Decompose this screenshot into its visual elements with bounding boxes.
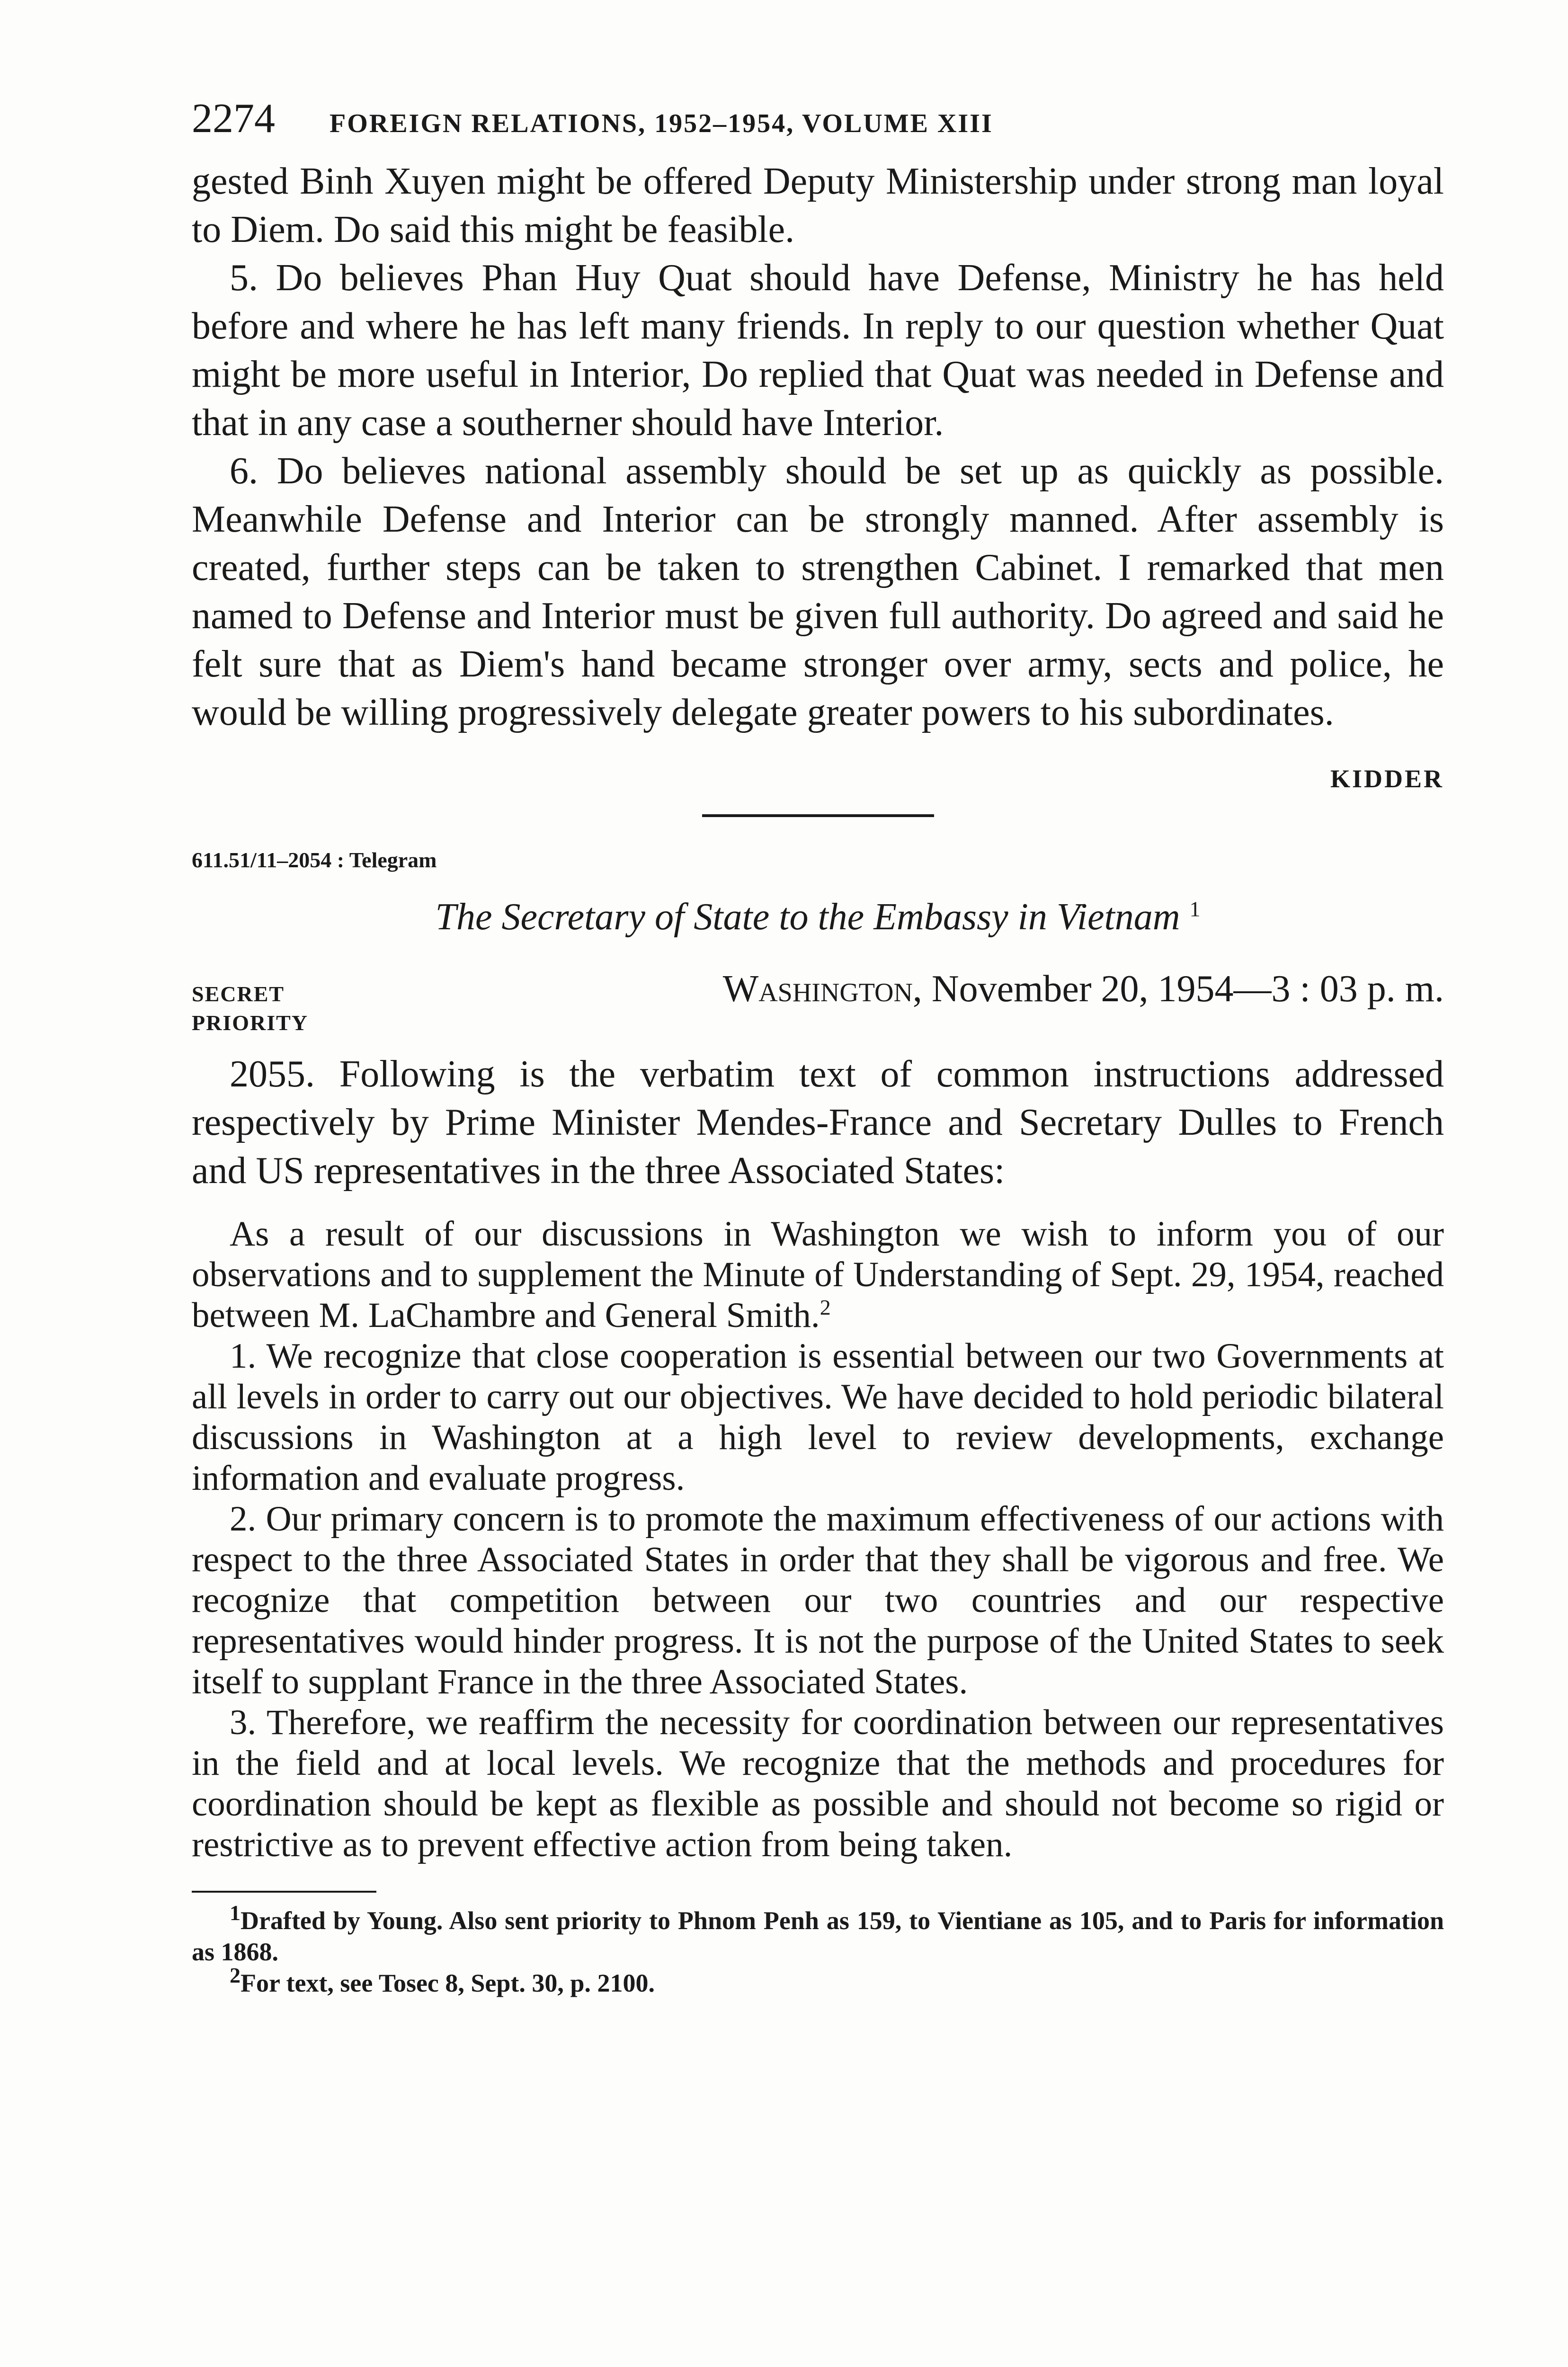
paragraph-6: 6. Do believes national assembly should be set up as quickly as possible. Meanwhile Defense and Interior can be strongly manned. After assembly is created, further steps can be taken to strengthen Cabinet. I remarked that men named to Defense and Interior must be given full authority. Do agreed and said he felt sure that as Diem's hand became stronger over army, sects and police, he would be willing progressively delegate greater powers to his subordinates. (192, 450, 1444, 733)
footnote-1 (192, 1901, 1444, 1967)
quoted-point-3: 3. Therefore, we reaffirm the necessity for coordination between our representatives in the field and at local levels. We recognize that the methods and procedures for coordination should be kept as flexible as possible and should not become so rigid or restrictive as to prevent effective action from being taken. (192, 1703, 1444, 1864)
signature: KIDDER (1330, 765, 1444, 793)
footnote-1-text: Drafted by Young. Also sent priority to Phnom Penh as 159, to Vientiane as 105, and to Paris for information as 1868. (192, 1906, 1444, 1966)
priority-label: PRIORITY (192, 1011, 309, 1035)
dateline-date: November 20, 1954—3 : 03 p. m. (931, 968, 1444, 1010)
document-title-text: The Secretary of State to the Embassy in Vietnam (435, 896, 1180, 938)
classification-line (192, 968, 1444, 1010)
quoted-point-1: 1. We recognize that close cooperation is essential between our two Governments at all levels in order to carry out our objectives. We have decided to hold periodic bilateral discussions in Washington at a high level to review developments, exchange information and evaluate progress. (192, 1336, 1444, 1498)
footnote-2-marker: 2 (230, 1963, 241, 1987)
quoted-point-2: 2. Our primary concern is to promote the maximum effectiveness of our actions with respect to the three Associated States in order that they shall be vigorous and free. We recognize that competition between our two countries and our respective representatives would hinder progress. It is not the purpose of the United States to seek itself to supplant France in the three Associated States. (192, 1499, 1444, 1701)
footnote-2 (192, 1963, 1444, 1999)
quoted-intro-footnote-marker: 2 (820, 1295, 831, 1319)
document-title (192, 896, 1444, 947)
file-reference: 611.51/11–2054 : Telegram (192, 848, 437, 872)
quoted-instructions (192, 1214, 1444, 1865)
running-header (192, 95, 1444, 151)
classification-label: SECRET (192, 982, 285, 1006)
telegram-body (192, 1050, 1444, 1195)
opening-paragraph: 2055. Following is the verbatim text of common instructions addressed respectively by Prime Minister Mendes-France and Secretary Dulles to French and US representatives in the three Associated States: (192, 1053, 1444, 1192)
document-page (192, 95, 1444, 1999)
title-footnote-marker: 1 (1189, 897, 1201, 921)
footnote-rule (192, 1891, 376, 1893)
quoted-intro-text: As a result of our discussions in Washington we wish to inform you of our observations and to supplement the Minute of Understanding of Sept. 29, 1954, reached between M. LaChambre and General Smith. (192, 1214, 1444, 1335)
footnotes (192, 1901, 1444, 1999)
previous-document-text (192, 157, 1444, 737)
paragraph-5: 5. Do believes Phan Huy Quat should have Defense, Ministry he has held before and where he has left many friends. In reply to our question whether Quat might be more useful in Interior, Do replied that Quat was needed in Defense and that in any case a southerner should have Interior. (192, 257, 1444, 444)
running-title: FOREIGN RELATIONS, 1952–1954, VOLUME XIII (330, 109, 993, 138)
page-number: 2274 (192, 96, 275, 142)
footnote-2-text: For text, see Tosec 8, Sept. 30, p. 2100. (241, 1969, 655, 1997)
footnote-1-marker: 1 (230, 1901, 241, 1925)
document-separator-rule (702, 814, 934, 817)
dateline-place: Washington, (722, 968, 922, 1010)
dateline (723, 968, 1444, 1011)
quoted-intro (192, 1214, 1444, 1336)
paragraph-continuation: gested Binh Xuyen might be offered Deputy Ministership under strong man loyal to Diem. Do said this might be feasible. (192, 160, 1444, 250)
